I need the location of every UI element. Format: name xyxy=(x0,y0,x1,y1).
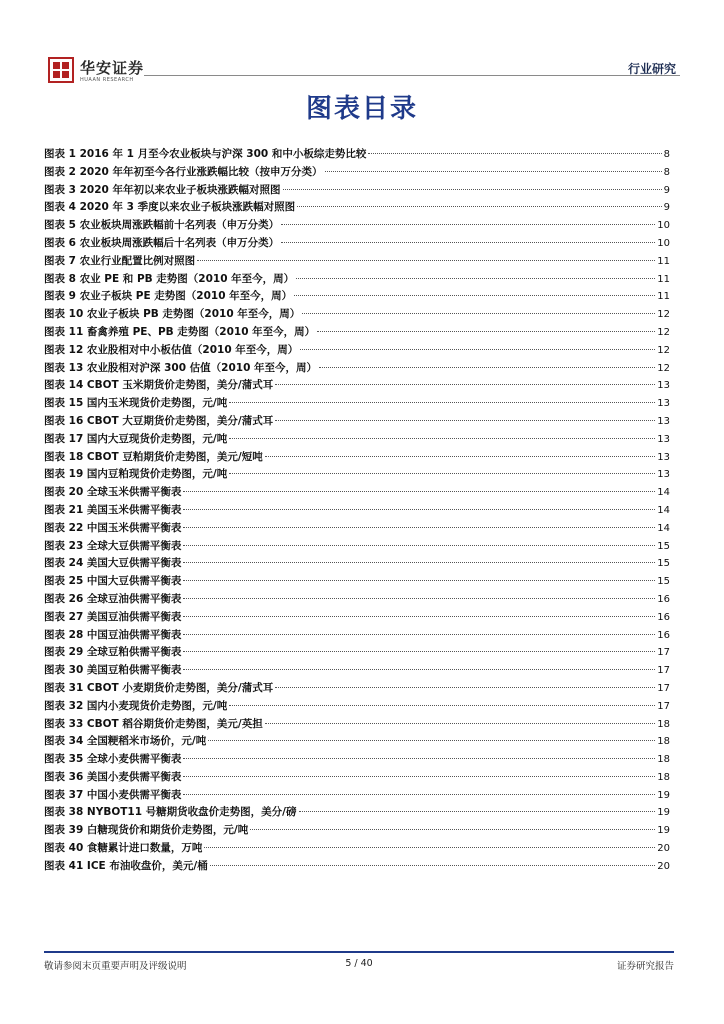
toc-entry-page: 17 xyxy=(657,682,670,694)
footer-report-type: 证券研究报告 xyxy=(616,961,674,972)
toc-dot-leader xyxy=(183,491,655,492)
toc-entry-page: 18 xyxy=(657,718,670,730)
toc-entry[interactable] xyxy=(44,573,670,591)
toc-entry-title: 图表 35 全球小麦供需平衡表 xyxy=(44,753,182,766)
toc-entry-page: 16 xyxy=(657,629,670,641)
toc-dot-leader xyxy=(297,206,662,207)
toc-entry-page: 14 xyxy=(657,522,670,534)
toc-dot-leader xyxy=(275,384,655,385)
section-label: 行业研究 xyxy=(627,62,676,76)
toc-entry-page: 17 xyxy=(657,647,670,659)
page-number: 5 / 40 xyxy=(345,958,373,969)
toc-entry-title: 图表 36 美国小麦供需平衡表 xyxy=(44,770,182,783)
page-header xyxy=(44,55,680,89)
toc-entry-page: 17 xyxy=(657,665,670,677)
toc-entry-title: 图表 17 国内大豆现货价走势图，元/吨 xyxy=(44,432,228,445)
toc-dot-leader xyxy=(183,562,655,563)
toc-dot-leader xyxy=(183,651,655,652)
toc-entry[interactable] xyxy=(44,662,670,680)
toc-entry-title: 图表 20 全球玉米供需平衡表 xyxy=(44,486,182,499)
toc-entry-title: 图表 21 美国玉米供需平衡表 xyxy=(44,503,182,516)
footer-divider xyxy=(44,951,674,953)
table-of-figures xyxy=(44,146,670,876)
toc-dot-leader xyxy=(183,580,655,581)
toc-entry[interactable] xyxy=(44,751,670,769)
toc-entry-page: 20 xyxy=(657,843,670,855)
toc-entry-page: 12 xyxy=(657,362,670,374)
toc-dot-leader xyxy=(300,349,655,350)
toc-entry-page: 19 xyxy=(657,807,670,819)
toc-entry-page: 15 xyxy=(657,558,670,570)
toc-dot-leader xyxy=(229,705,655,706)
toc-entry-title: 图表 41 ICE 布油收盘价，美元/桶 xyxy=(44,859,208,872)
toc-dot-leader xyxy=(281,242,655,243)
brand-name-en: HUAAN RESEARCH xyxy=(80,77,134,83)
toc-entry-page: 13 xyxy=(657,469,670,481)
toc-entry[interactable] xyxy=(44,182,670,200)
toc-entry-page: 8 xyxy=(663,166,670,178)
toc-entry-page: 18 xyxy=(657,771,670,783)
toc-entry-title: 图表 32 国内小麦现货价走势图，元/吨 xyxy=(44,699,228,712)
toc-entry[interactable] xyxy=(44,484,670,502)
toc-dot-leader xyxy=(265,456,656,457)
toc-dot-leader xyxy=(368,153,661,154)
toc-entry-title: 图表 9 农业子板块 PE 走势图（2010 年至今，周） xyxy=(44,290,293,303)
toc-entry[interactable] xyxy=(44,271,670,289)
toc-entry-title: 图表 31 CBOT 小麦期货价走势图，美分/蒲式耳 xyxy=(44,681,274,694)
toc-entry-title: 图表 19 国内豆粕现货价走势图，元/吨 xyxy=(44,468,228,481)
toc-entry-title: 图表 27 美国豆油供需平衡表 xyxy=(44,610,182,623)
toc-dot-leader xyxy=(183,776,655,777)
toc-entry-page: 13 xyxy=(657,415,670,427)
toc-entry[interactable] xyxy=(44,146,670,164)
toc-entry-title: 图表 2 2020 年年初至今各行业涨跌幅比较（按申万分类） xyxy=(44,165,323,178)
toc-entry[interactable] xyxy=(44,288,670,306)
toc-entry[interactable] xyxy=(44,520,670,538)
toc-entry-title: 图表 33 CBOT 稻谷期货价走势图，美元/英担 xyxy=(44,717,263,730)
toc-entry[interactable] xyxy=(44,627,670,645)
toc-entry-page: 13 xyxy=(657,398,670,410)
toc-dot-leader xyxy=(275,420,655,421)
toc-dot-leader xyxy=(229,438,655,439)
toc-entry-title: 图表 22 中国玉米供需平衡表 xyxy=(44,521,182,534)
toc-entry[interactable] xyxy=(44,431,670,449)
toc-entry-title: 图表 3 2020 年年初以来农业子板块涨跌幅对照图 xyxy=(44,183,281,196)
toc-dot-leader xyxy=(229,402,655,403)
toc-entry[interactable] xyxy=(44,804,670,822)
toc-dot-leader xyxy=(265,723,656,724)
toc-entry[interactable] xyxy=(44,733,670,751)
toc-entry-page: 10 xyxy=(657,237,670,249)
toc-dot-leader xyxy=(210,865,656,866)
toc-entry-title: 图表 28 中国豆油供需平衡表 xyxy=(44,628,182,641)
toc-entry-page: 13 xyxy=(657,451,670,463)
toc-entry-page: 20 xyxy=(657,860,670,872)
toc-entry[interactable] xyxy=(44,164,670,182)
footer-disclaimer: 敬请参阅末页重要声明及评级说明 xyxy=(44,961,187,972)
header-divider xyxy=(144,75,680,76)
toc-entry[interactable] xyxy=(44,466,670,484)
toc-entry-page: 15 xyxy=(657,540,670,552)
toc-entry[interactable] xyxy=(44,822,670,840)
toc-entry[interactable] xyxy=(44,360,670,378)
toc-entry-page: 12 xyxy=(657,326,670,338)
toc-entry-title: 图表 29 全球豆粕供需平衡表 xyxy=(44,646,182,659)
toc-entry[interactable] xyxy=(44,217,670,235)
toc-dot-leader xyxy=(294,295,655,296)
toc-dot-leader xyxy=(183,794,655,795)
toc-entry-page: 11 xyxy=(657,255,670,267)
toc-entry[interactable] xyxy=(44,769,670,787)
toc-entry-page: 8 xyxy=(663,149,670,160)
toc-entry-page: 13 xyxy=(657,380,670,392)
toc-entry-title: 图表 11 畜禽养殖 PE、PB 走势图（2010 年至今，周） xyxy=(44,325,316,338)
toc-entry-page: 14 xyxy=(657,487,670,499)
toc-entry-title: 图表 6 农业板块周涨跌幅后十名列表（申万分类） xyxy=(44,236,280,249)
toc-entry[interactable] xyxy=(44,644,670,662)
toc-entry-title: 图表 4 2020 年 3 季度以来农业子板块涨跌幅对照图 xyxy=(44,201,296,214)
toc-entry-title: 图表 7 农业行业配置比例对照图 xyxy=(44,254,196,267)
toc-entry-page: 9 xyxy=(663,184,670,196)
toc-entry-title: 图表 16 CBOT 大豆期货价走势图，美分/蒲式耳 xyxy=(44,414,274,427)
toc-dot-leader xyxy=(296,278,655,279)
toc-dot-leader xyxy=(183,509,655,510)
toc-entry-title: 图表 30 美国豆粕供需平衡表 xyxy=(44,664,182,677)
toc-entry[interactable] xyxy=(44,449,670,467)
toc-entry[interactable] xyxy=(44,858,670,876)
toc-entry-page: 18 xyxy=(657,736,670,748)
toc-dot-leader xyxy=(183,527,655,528)
toc-dot-leader xyxy=(208,740,655,741)
toc-entry[interactable] xyxy=(44,413,670,431)
toc-entry[interactable] xyxy=(44,609,670,627)
toc-entry[interactable] xyxy=(44,306,670,324)
toc-dot-leader xyxy=(250,829,655,830)
page-title: 图表目录 xyxy=(305,94,418,124)
toc-entry[interactable] xyxy=(44,591,670,609)
toc-entry[interactable] xyxy=(44,840,670,858)
toc-entry-page: 16 xyxy=(657,593,670,605)
toc-dot-leader xyxy=(325,171,662,172)
toc-dot-leader xyxy=(281,224,655,225)
toc-dot-leader xyxy=(204,847,655,848)
toc-entry[interactable] xyxy=(44,716,670,734)
brand-name: 华安证券 xyxy=(80,59,145,77)
toc-entry-title: 图表 5 农业板块周涨跌幅前十名列表（申万分类） xyxy=(44,219,280,232)
toc-entry[interactable] xyxy=(44,377,670,395)
toc-dot-leader xyxy=(283,189,662,190)
toc-entry-page: 12 xyxy=(657,344,670,356)
toc-entry-title: 图表 1 2016 年 1 月至今农业板块与沪深 300 和中小板综走势比较 xyxy=(44,148,367,160)
toc-entry[interactable] xyxy=(44,502,670,520)
toc-dot-leader xyxy=(317,331,655,332)
toc-entry[interactable] xyxy=(44,235,670,253)
toc-dot-leader xyxy=(229,473,655,474)
toc-entry[interactable] xyxy=(44,342,670,360)
toc-entry-title: 图表 18 CBOT 豆粕期货价走势图，美元/短吨 xyxy=(44,450,263,463)
toc-entry[interactable] xyxy=(44,555,670,573)
toc-entry[interactable] xyxy=(44,395,670,413)
toc-entry-page: 10 xyxy=(657,220,670,232)
toc-entry-title: 图表 10 农业子板块 PB 走势图（2010 年至今，周） xyxy=(44,308,301,321)
toc-entry-title: 图表 37 中国小麦供需平衡表 xyxy=(44,788,182,801)
toc-dot-leader xyxy=(302,313,655,314)
toc-dot-leader xyxy=(275,687,655,688)
company-logo-icon xyxy=(48,57,74,83)
toc-entry-page: 16 xyxy=(657,611,670,623)
page-footer xyxy=(44,958,674,972)
toc-entry[interactable] xyxy=(44,324,670,342)
toc-dot-leader xyxy=(183,634,655,635)
toc-entry-page: 12 xyxy=(657,309,670,321)
toc-entry-title: 图表 13 农业股相对沪深 300 估值（2010 年至今，周） xyxy=(44,361,318,374)
toc-entry-title: 图表 8 农业 PE 和 PB 走势图（2010 年至今，周） xyxy=(44,272,295,285)
toc-entry-title: 图表 24 美国大豆供需平衡表 xyxy=(44,557,182,570)
toc-entry-title: 图表 40 食糖累计进口数量，万吨 xyxy=(44,842,203,855)
toc-entry[interactable] xyxy=(44,538,670,556)
toc-dot-leader xyxy=(183,598,655,599)
toc-entry-page: 18 xyxy=(657,754,670,766)
toc-entry-title: 图表 23 全球大豆供需平衡表 xyxy=(44,539,182,552)
toc-entry-page: 19 xyxy=(657,789,670,801)
toc-entry-page: 14 xyxy=(657,504,670,516)
toc-entry-title: 图表 25 中国大豆供需平衡表 xyxy=(44,575,182,588)
toc-entry-page: 11 xyxy=(657,291,670,303)
toc-entry-title: 图表 39 白糖现货价和期货价走势图，元/吨 xyxy=(44,824,249,837)
toc-entry-page: 19 xyxy=(657,825,670,837)
toc-dot-leader xyxy=(183,616,655,617)
toc-dot-leader xyxy=(183,669,655,670)
toc-entry-title: 图表 14 CBOT 玉米期货价走势图，美分/蒲式耳 xyxy=(44,379,274,392)
toc-entry[interactable] xyxy=(44,787,670,805)
toc-entry-page: 9 xyxy=(663,202,670,214)
toc-entry-title: 图表 34 全国粳稻米市场价，元/吨 xyxy=(44,735,207,748)
toc-entry[interactable] xyxy=(44,253,670,271)
toc-entry[interactable] xyxy=(44,199,670,217)
toc-dot-leader xyxy=(319,367,655,368)
toc-entry-title: 图表 12 农业股相对中小板估值（2010 年至今，周） xyxy=(44,343,299,356)
toc-dot-leader xyxy=(299,811,656,812)
toc-entry-title: 图表 26 全球豆油供需平衡表 xyxy=(44,592,182,605)
toc-entry-page: 11 xyxy=(657,273,670,285)
toc-entry-page: 13 xyxy=(657,433,670,445)
toc-entry-page: 15 xyxy=(657,576,670,588)
toc-dot-leader xyxy=(183,758,655,759)
toc-entry[interactable] xyxy=(44,698,670,716)
toc-entry-title: 图表 15 国内玉米现货价走势图，元/吨 xyxy=(44,397,228,410)
toc-dot-leader xyxy=(183,545,655,546)
toc-dot-leader xyxy=(197,260,655,261)
toc-entry[interactable] xyxy=(44,680,670,698)
toc-entry-page: 17 xyxy=(657,700,670,712)
toc-entry-title: 图表 38 NYBOT11 号糖期货收盘价走势图，美分/磅 xyxy=(44,806,297,819)
